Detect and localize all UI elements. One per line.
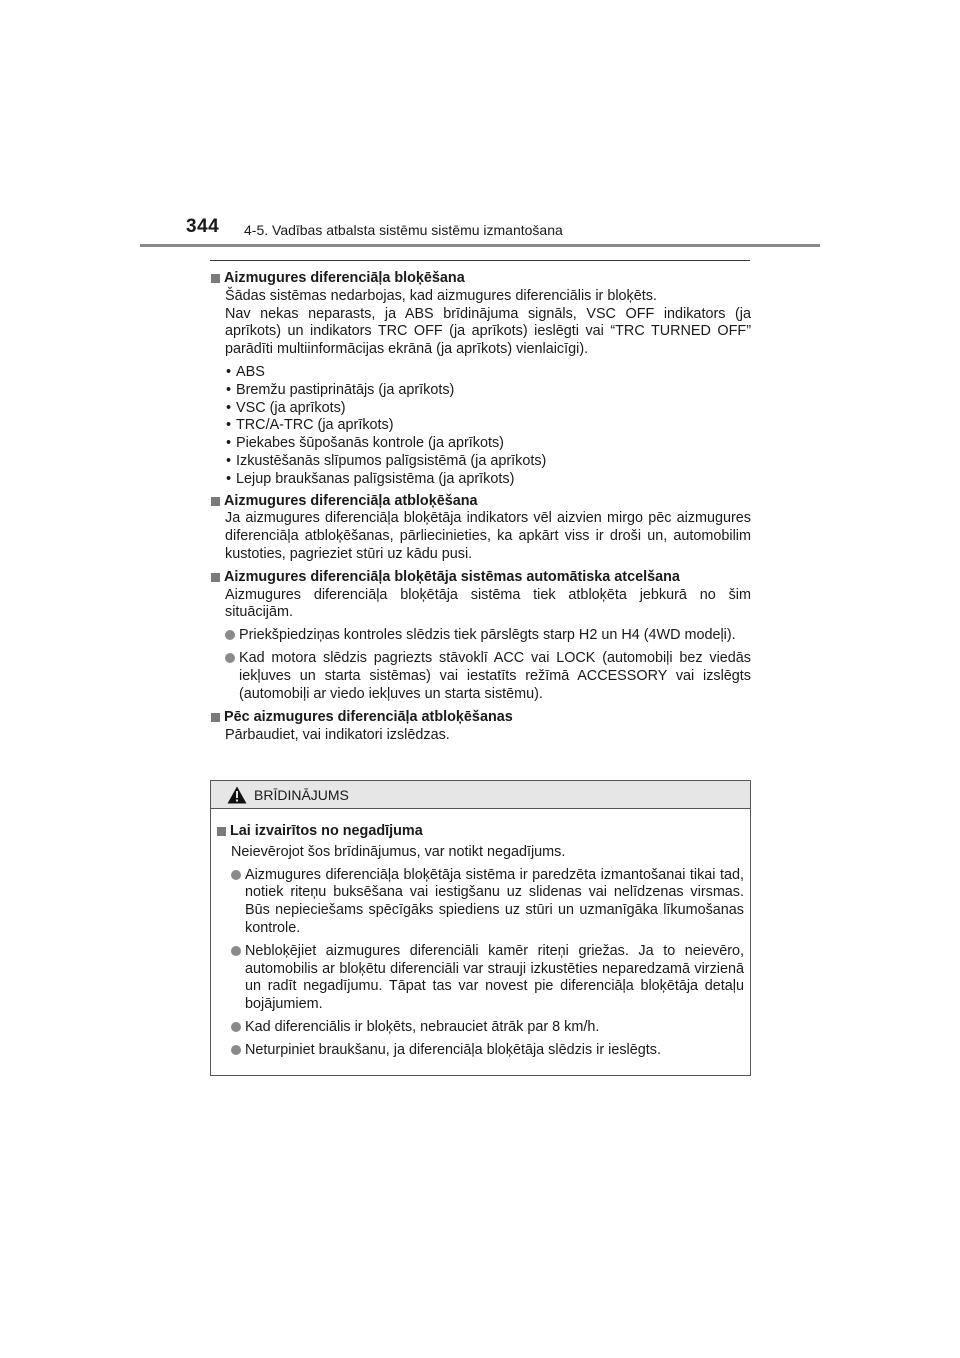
chapter-title: 4-5. Vadības atbalsta sistēmu sistēmu izmantošana <box>244 222 563 238</box>
list-item: Kad motora slēdzis pagriezts stāvoklī ACC vai LOCK (automobiļi bez viedās iekļuves un starta sistēmas) vai iestatīts režīmā ACCESSORY vai izslēgts (automobiļi ar viedo iekļuves un starta sistēmu). <box>210 650 751 703</box>
list-item: • ABS <box>226 364 751 382</box>
content-divider <box>210 260 750 261</box>
warning-item: Nebloķējiet aizmugures diferenciāli kamēr riteņi griežas. Ja to neievēro, automobilis ar bloķētu diferenciāli var strauji izkustēties neparedzamā virzienā un radīt negadījumu. Tāpat tas var novest pie diferenciāļa bloķētāja detaļu bojājumiem. <box>216 943 744 1014</box>
section-paragraph: Nav nekas neparasts, ja ABS brīdinājuma signāls, VSC OFF indikators (ja aprīkots) un indikators TRC OFF (ja aprīkots) ieslēgti vai “TRC TURNED OFF” parādīti multiinformācijas ekrānā (ja aprīkots) vienlaicīgi). <box>225 305 751 358</box>
list-item: • Piekabes šūpošanās kontrole (ja aprīkots) <box>226 435 751 453</box>
section-paragraph: Aizmugures diferenciāļa bloķētāja sistēma tiek atbloķēta jebkurā no šim situācijām. <box>225 586 751 621</box>
affected-systems-list <box>210 364 751 489</box>
warning-box <box>210 780 751 1076</box>
warning-title: BRĪDINĀJUMS <box>254 787 349 803</box>
list-item: • TRC/A-TRC (ja aprīkots) <box>226 417 751 435</box>
list-item: • VSC (ja aprīkots) <box>226 400 751 418</box>
main-content <box>210 266 751 745</box>
section-paragraph: Ja aizmugures diferenciāļa bloķētāja indikators vēl aizvien mirgo pēc aizmugures diferenciāļa atbloķēšanas, pārliecinieties, ka apkārt viss ir droši un, automobilim kustoties, pagrieziet stūri uz kādu pusi. <box>225 510 751 562</box>
section-heading: Pēc aizmugures diferenciāļa atbloķēšanas <box>210 709 751 727</box>
warning-header <box>211 781 750 809</box>
section-heading: Aizmugures diferenciāļa bloķēšana <box>210 270 751 288</box>
section-heading: Aizmugures diferenciāļa atbloķēšana <box>210 493 751 511</box>
section-paragraph: Šādas sistēmas nedarbojas, kad aizmugures diferenciālis ir bloķēts. <box>225 287 657 304</box>
list-item: • Izkustēšanās slīpumos palīgsistēmā (ja aprīkots) <box>226 453 751 471</box>
warning-intro: Neievērojot šos brīdinājumus, var notikt negadījums. <box>231 843 566 860</box>
section-paragraph: Pārbaudiet, vai indikatori izslēdzas. <box>225 727 450 744</box>
warning-item: Kad diferenciālis ir bloķēts, nebrauciet ātrāk par 8 km/h. <box>216 1019 744 1037</box>
warning-body <box>211 809 750 1060</box>
list-item: Priekšpiedziņas kontroles slēdzis tiek pārslēgts starp H2 un H4 (4WD modeļi). <box>210 627 751 645</box>
warning-triangle-icon <box>227 786 247 804</box>
warning-item: Aizmugures diferenciāļa bloķētāja sistēma ir paredzēta izmantošanai tikai tad, notiek riteņu buksēšana vai iestigšanu uz slidenas vai nelīdzenas virsmas. Būs nepieciešams spēcīgāks spiediens uz stūri un uzmanīgāka līkumošanas kontrole. <box>216 867 744 938</box>
list-item: • Bremžu pastiprinātājs (ja aprīkots) <box>226 382 751 400</box>
section-heading: Aizmugures diferenciāļa bloķētāja sistēmas automātiska atcelšana <box>210 569 751 587</box>
warning-item: Neturpiniet braukšanu, ja diferenciāļa bloķētāja slēdzis ir ieslēgts. <box>216 1042 744 1060</box>
page-header <box>186 216 826 246</box>
list-item: • Lejup braukšanas palīgsistēma (ja aprīkots) <box>226 471 751 489</box>
warning-heading: Lai izvairītos no negadījuma <box>216 823 744 841</box>
page-number: 344 <box>186 216 220 237</box>
header-divider <box>140 244 820 247</box>
